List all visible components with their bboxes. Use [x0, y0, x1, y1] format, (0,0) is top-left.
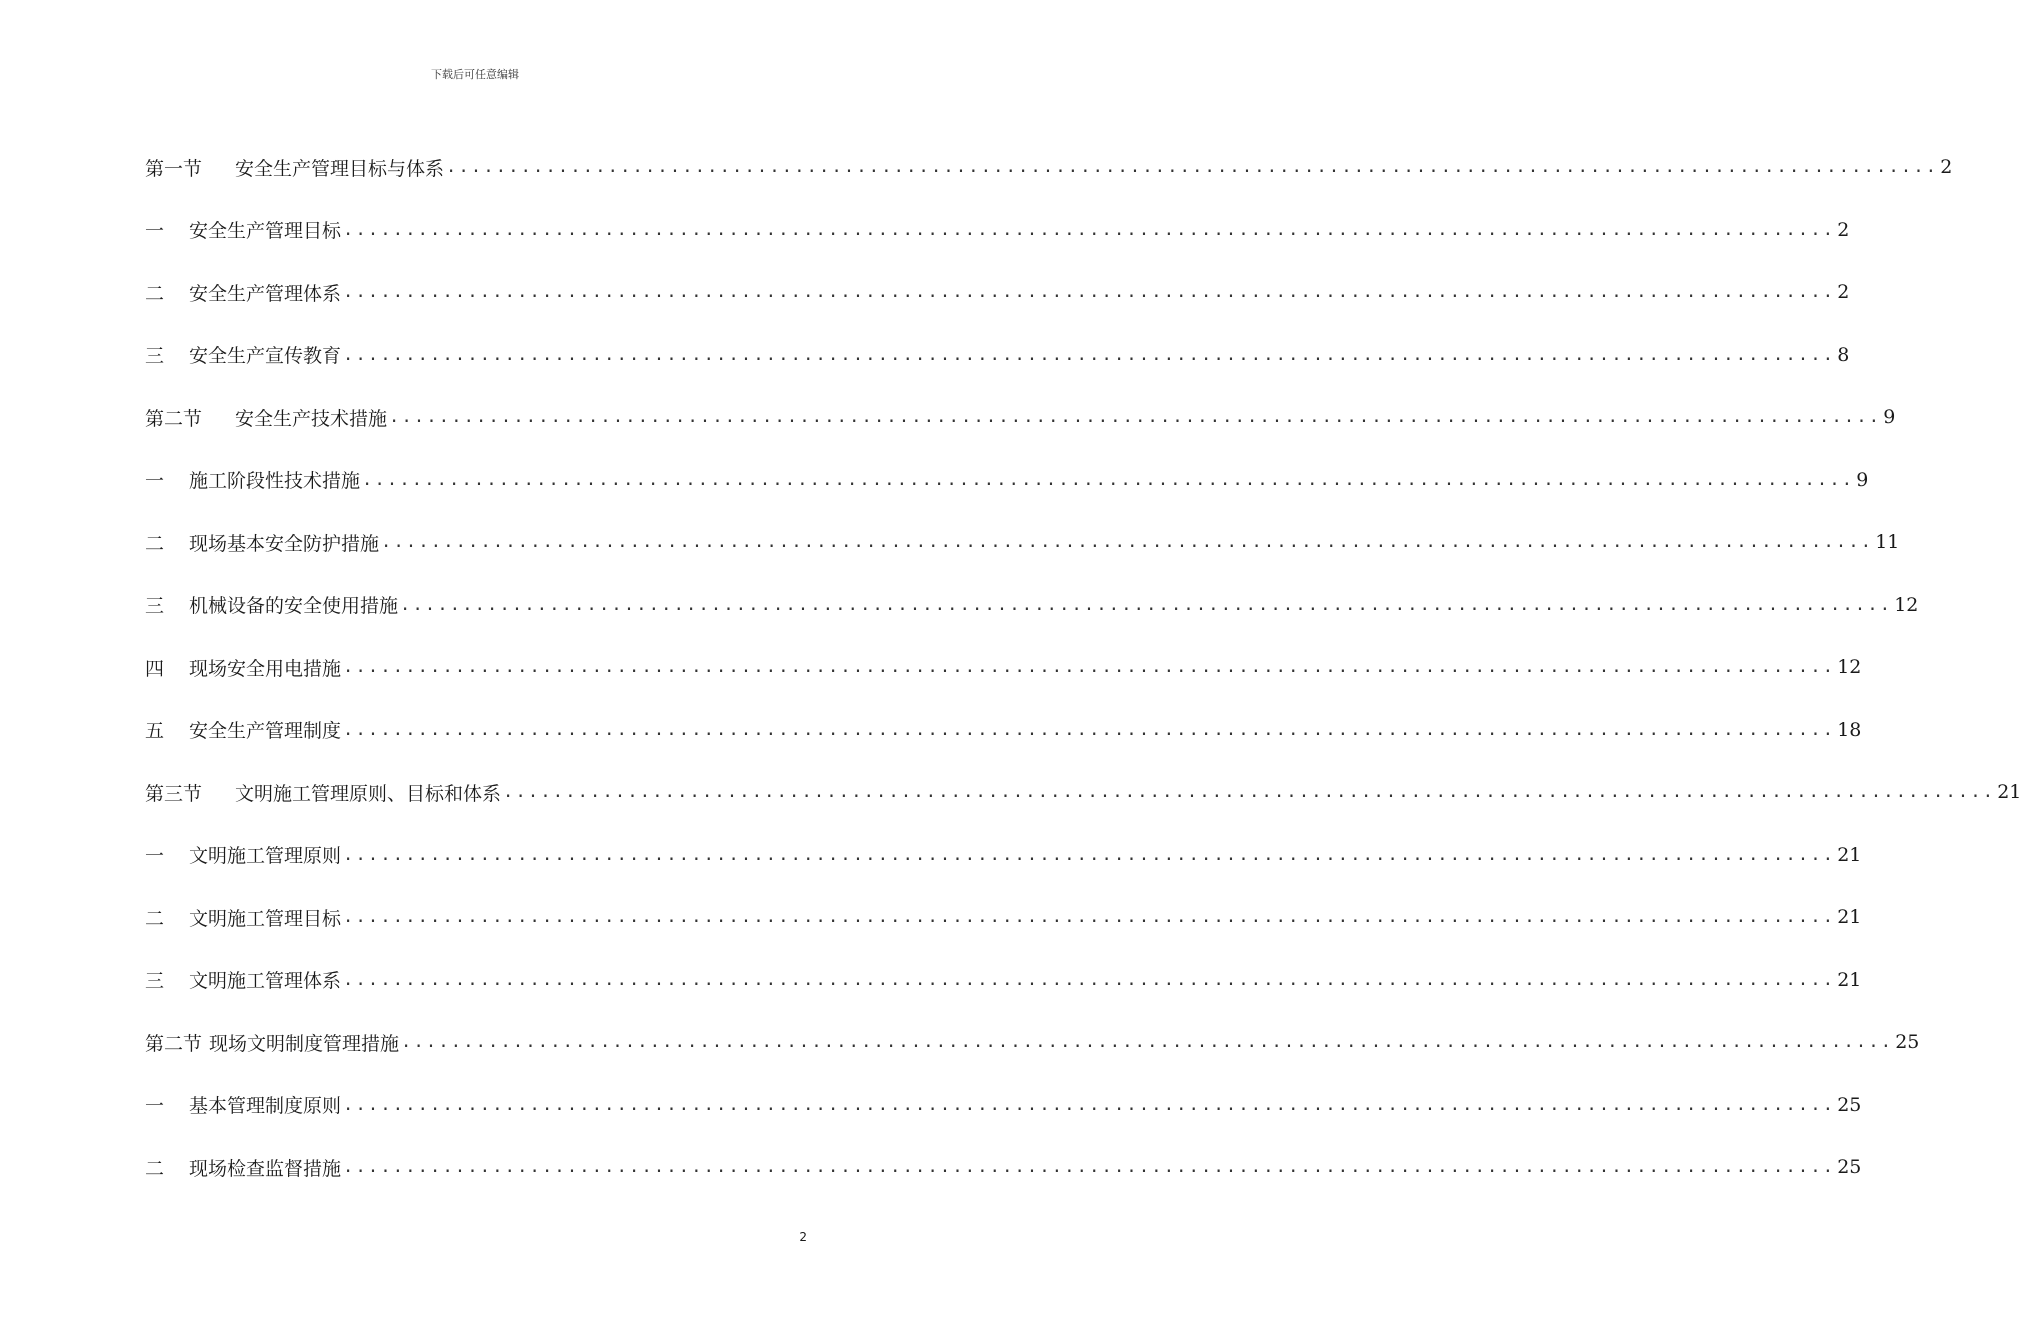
toc-entry[interactable] [145, 511, 1900, 574]
toc-entry-page: 21 [1997, 781, 2021, 804]
toc-entry-title: 现场文明制度管理措施 [209, 1032, 400, 1055]
toc-entry-page: 25 [1895, 1031, 1920, 1054]
toc-entry-title: 文明施工管理原则、目标和体系 [235, 782, 502, 805]
toc-entry-number: 二 [145, 907, 165, 930]
toc-entry-number: 一 [145, 470, 165, 493]
dot-leader: ........................................................................................................................ [343, 907, 1836, 928]
toc-entry-title: 机械设备的安全使用措施 [189, 595, 399, 618]
toc-entry-page: 9 [1856, 468, 1869, 491]
toc-entry[interactable] [145, 699, 1862, 762]
toc-entry[interactable] [145, 261, 1850, 324]
dot-leader: ........................................................................................................................ [343, 844, 1836, 865]
toc-entry-title: 安全生产管理体系 [189, 282, 342, 305]
toc-entry[interactable] [145, 1136, 1862, 1199]
toc-entry-page: 9 [1883, 406, 1896, 429]
toc-entry-number: 三 [145, 345, 165, 368]
toc-entry-title: 安全生产宣传教育 [189, 345, 342, 368]
toc-entry-number: 一 [145, 1095, 165, 1118]
dot-leader: ........................................................................................................................ [343, 969, 1836, 990]
toc-entry-title: 文明施工管理原则 [189, 845, 342, 868]
dot-leader: ........................................................................................................................ [401, 1032, 1894, 1053]
toc-entry-number: 四 [145, 657, 165, 680]
toc-entry-page: 11 [1875, 531, 1900, 554]
toc-entry-number: 一 [145, 845, 165, 868]
dot-leader: ........................................................................................................................ [343, 1094, 1836, 1115]
toc-entry-title: 安全生产管理制度 [189, 720, 342, 743]
toc-entry[interactable] [145, 386, 1896, 449]
toc-entry-page: 12 [1837, 656, 1862, 679]
toc-entry-number: 二 [145, 532, 165, 555]
toc-entry-number: 第二节 [145, 407, 203, 430]
toc-entry[interactable] [145, 136, 1953, 199]
toc-entry-page: 21 [1837, 843, 1862, 866]
toc-entry[interactable] [145, 1011, 1920, 1074]
dot-leader: ........................................................................................................................ [343, 344, 1836, 365]
toc-entry[interactable] [145, 199, 1850, 262]
toc-entry-title: 现场检查监督措施 [189, 1157, 342, 1180]
dot-leader: ........................................................................................................................ [381, 532, 1874, 553]
toc-entry-page: 18 [1837, 718, 1862, 741]
toc-entry-title: 施工阶段性技术措施 [189, 470, 361, 493]
toc-entry-title: 文明施工管理体系 [189, 970, 342, 993]
toc-entry-page: 2 [1940, 156, 1953, 179]
toc-entry-page: 12 [1894, 593, 1919, 616]
dot-leader: ........................................................................................................................ [343, 1157, 1836, 1178]
toc-entry-number: 三 [145, 970, 165, 993]
toc-entry[interactable] [145, 574, 1919, 637]
toc-entry-number: 二 [145, 282, 165, 305]
toc-entry-title: 安全生产管理目标 [189, 220, 342, 243]
toc-entry[interactable] [145, 324, 1850, 387]
toc-entry[interactable] [145, 761, 2021, 824]
toc-entry[interactable] [145, 824, 1862, 887]
toc-entry-number: 第一节 [145, 157, 203, 180]
dot-leader: ........................................................................................................................ [362, 469, 1855, 490]
table-of-contents [145, 136, 2021, 1199]
dot-leader: ........................................................................................................................ [446, 157, 1939, 178]
toc-entry-page: 21 [1837, 906, 1862, 929]
toc-entry[interactable] [145, 1074, 1862, 1137]
toc-entry[interactable] [145, 636, 1862, 699]
toc-entry-page: 21 [1837, 968, 1862, 991]
dot-leader: ........................................................................................................................ [343, 219, 1836, 240]
toc-entry-page: 2 [1837, 218, 1850, 241]
dot-leader: ........................................................................................................................ [400, 594, 1893, 615]
toc-entry-number: 二 [145, 1157, 165, 1180]
toc-entry-title: 基本管理制度原则 [189, 1095, 342, 1118]
toc-entry-number: 第三节 [145, 782, 203, 805]
page-number: 2 [799, 1230, 807, 1244]
dot-leader: ........................................................................................................................ [389, 407, 1882, 428]
toc-entry[interactable] [145, 449, 1869, 512]
toc-entry-page: 25 [1837, 1156, 1862, 1179]
toc-entry-title: 现场基本安全防护措施 [189, 532, 380, 555]
page-header: 下载后可任意编辑 [431, 68, 519, 81]
toc-entry-number: 第二节 [145, 1032, 203, 1055]
toc-entry[interactable] [145, 949, 1862, 1012]
toc-entry-page: 25 [1837, 1093, 1862, 1116]
toc-entry-title: 现场安全用电措施 [189, 657, 342, 680]
dot-leader: ........................................................................................................................ [503, 782, 1996, 803]
dot-leader: ........................................................................................................................ [343, 719, 1836, 740]
toc-entry-title: 安全生产管理目标与体系 [235, 157, 445, 180]
toc-entry-number: 一 [145, 220, 165, 243]
toc-entry-page: 2 [1837, 281, 1850, 304]
toc-entry[interactable] [145, 886, 1862, 949]
toc-entry-number: 五 [145, 720, 165, 743]
toc-entry-title: 安全生产技术措施 [235, 407, 388, 430]
dot-leader: ........................................................................................................................ [343, 657, 1836, 678]
toc-entry-page: 8 [1837, 343, 1850, 366]
toc-entry-number: 三 [145, 595, 165, 618]
toc-entry-title: 文明施工管理目标 [189, 907, 342, 930]
dot-leader: ........................................................................................................................ [343, 282, 1836, 303]
